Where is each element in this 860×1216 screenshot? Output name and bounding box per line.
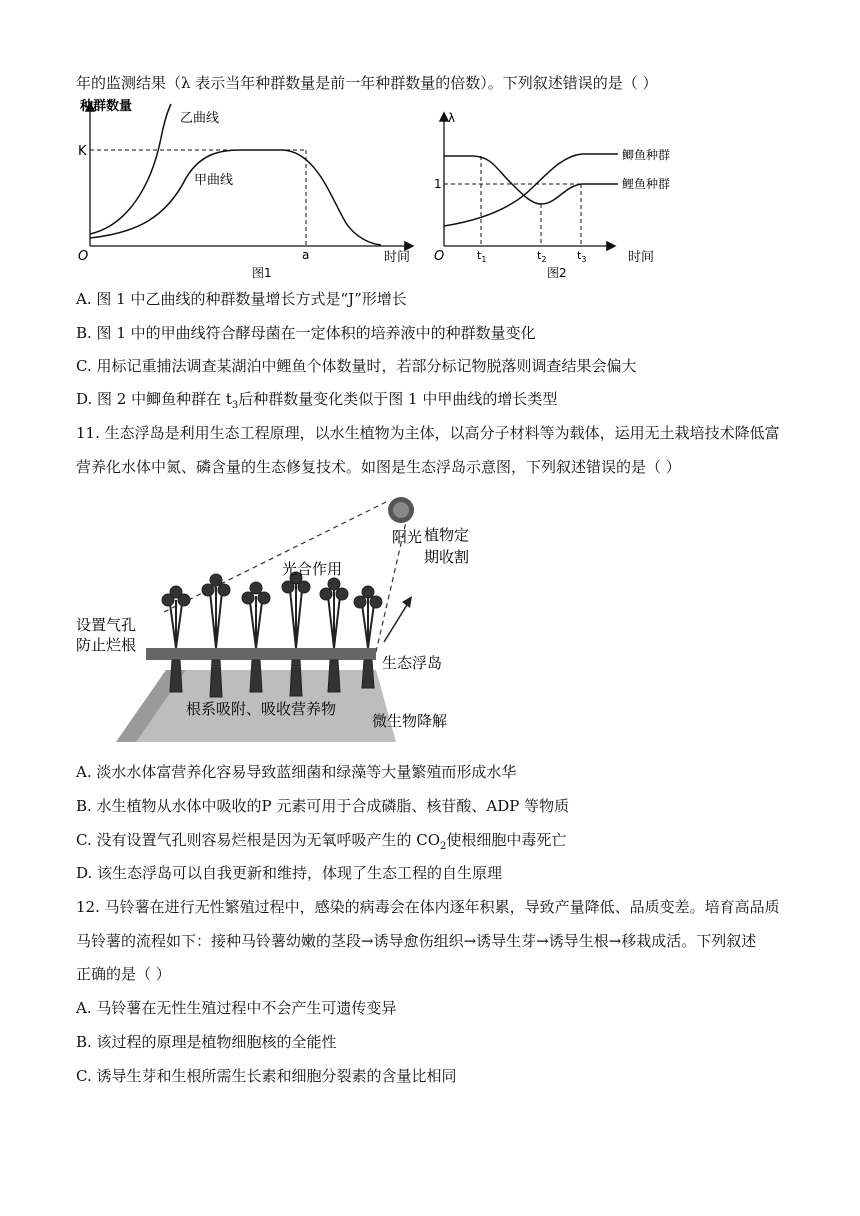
q12-option-a: A. 马铃薯在无性生殖过程中不会产生可遗传变异 <box>76 999 397 1017</box>
figure-2 <box>432 108 692 280</box>
fig2-li-label: 鲤鱼种群 <box>622 177 671 191</box>
light-ray-left <box>164 502 386 612</box>
label-vent-2: 防止烂根 <box>76 636 137 654</box>
q10-option-d: D. 图 2 中鲫鱼种群在 $t_3$后种群数量变化类似于图 1 中甲曲线的增长类型 <box>76 390 558 411</box>
fig1-origin: O <box>78 249 89 264</box>
fig1-caption: 图1 <box>252 266 272 280</box>
fig1-k-label: K <box>78 144 87 159</box>
q10-option-a: A. 图 1 中乙曲线的种群数量增长方式是“J”形增长 <box>76 290 407 308</box>
curve-ji <box>444 154 618 226</box>
fig1-yi-label: 乙曲线 <box>180 111 220 126</box>
fig1-jia-label: 甲曲线 <box>194 173 234 188</box>
q11-option-c: C. 没有设置气孔则容易烂根是因为无氧呼吸产生的 $CO_2$使根细胞中毒死亡 <box>76 831 567 852</box>
q12-stem-line3: 正确的是（ ） <box>76 965 171 983</box>
label-vent-1: 设置气孔 <box>76 616 137 634</box>
label-sun: 阳光 <box>392 528 423 546</box>
q10-option-c: C. 用标记重捕法调查某湖泊中鲤鱼个体数量时，若部分标记物脱落则调查结果会偏大 <box>76 357 637 375</box>
fig2-t1: $t_1$ <box>477 249 487 264</box>
fig2-caption: 图2 <box>547 266 567 280</box>
floating-platform <box>146 648 376 660</box>
label-island: 生态浮岛 <box>382 654 443 672</box>
floating-island-figure <box>76 492 546 744</box>
q11-option-d: D. 该生态浮岛可以自我更新和维持，体现了生态工程的自生原理 <box>76 864 503 882</box>
q11-stem-line2: 营养化水体中氮、磷含量的生态修复技术。如图是生态浮岛示意图，下列叙述错误的是（ ） <box>76 458 681 476</box>
fig2-t2: $t_2$ <box>537 249 547 264</box>
label-harvest-2: 期收割 <box>424 548 470 566</box>
q11-option-b: B. 水生植物从水体中吸收的P 元素可用于合成磷脂、核苷酸、ADP 等物质 <box>76 797 570 815</box>
fig2-xlabel: 时间 <box>628 250 655 265</box>
fig1-xlabel: 时间 <box>384 250 411 265</box>
intro-line: 年的监测结果（λ 表示当年种群数量是前一年种群数量的倍数）。下列叙述错误的是（ ） <box>76 74 658 92</box>
fig2-origin: O <box>434 249 445 264</box>
fig2-t3: $t_3$ <box>577 249 587 264</box>
label-roots: 根系吸附、吸收营养物 <box>186 700 337 718</box>
curve-yi <box>90 104 171 234</box>
label-harvest-1: 植物定 <box>424 526 470 544</box>
fig2-one-label: 1 <box>434 177 442 191</box>
fig1-tick-a: a <box>302 248 310 262</box>
fig1-ylabel: 种群数量 <box>80 99 133 114</box>
curve-jia <box>90 150 381 245</box>
q11-option-a: A. 淡水水体富营养化容易导致蓝细菌和绿藻等大量繁殖而形成水华 <box>76 763 517 781</box>
curve-li <box>444 156 618 204</box>
q10-option-b: B. 图 1 中的甲曲线符合酵母菌在一定体积的培养液中的种群数量变化 <box>76 324 536 342</box>
label-microbe: 微生物降解 <box>372 712 448 730</box>
sun-core <box>393 502 409 518</box>
fig2-ji-label: 鲫鱼种群 <box>622 148 671 162</box>
fig2-ylabel: λ <box>448 111 456 125</box>
q12-option-c: C. 诱导生芽和生根所需生长素和细胞分裂素的含量比相同 <box>76 1067 457 1085</box>
q12-stem-line1: 12. 马铃薯在进行无性繁殖过程中，感染的病毒会在体内逐年积累，导致产量降低、品质变差。培育高品质 <box>76 898 780 916</box>
harvest-arrow <box>384 600 410 642</box>
label-photosynthesis: 光合作用 <box>282 560 343 578</box>
q11-stem-line1: 11. 生态浮岛是利用生态工程原理，以水生植物为主体，以高分子材料等为载体，运用无土栽培技术降低富 <box>76 424 780 442</box>
q12-stem-line2: 马铃薯的流程如下：接种马铃薯幼嫩的茎段→诱导愈伤组织→诱导生芽→诱导生根→移栽成活。下列叙述 <box>76 932 757 950</box>
q12-option-b: B. 该过程的原理是植物细胞核的全能性 <box>76 1033 337 1051</box>
figure-1 <box>76 98 421 280</box>
